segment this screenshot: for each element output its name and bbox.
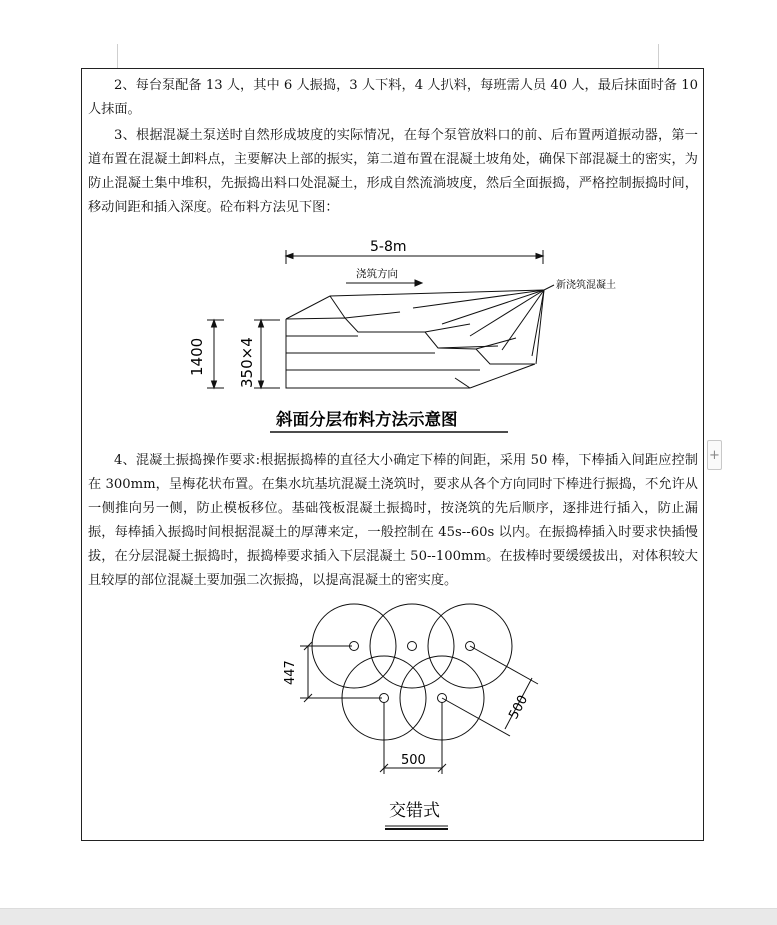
slope-layering-figure <box>180 228 616 438</box>
height-layers-label: 350×4 <box>238 337 256 388</box>
staggered-layout-figure <box>270 598 560 838</box>
paragraph-3: 3、根据混凝土泵送时自然形成坡度的实际情况，在每个泵管放料口的前、后布置两道振动器，第一道布置在混凝土卸料点，主要解决上部的振实，第二道布置在混凝土坡角处，确保下部混凝土的密实，为防止混凝土集中堆积，先振捣出料口处混凝土，形成自然流淌坡度，然后全面振捣，严格控制振捣时间，移动间距和插入深度。砼布料方法见下图： <box>88 128 698 215</box>
dim-vertical-label: 447 <box>283 660 298 685</box>
margin-guide-left <box>117 44 118 68</box>
paragraph-2: 2、每台泵配备 13 人，其中 6 人振捣，3 人下料，4 人扒料，每班需人员 40 人，最后抹面时备 10 人抹面。 <box>88 78 698 117</box>
height-total-label: 1400 <box>188 337 206 376</box>
dim-diagonal-label: 500 <box>506 692 532 722</box>
width-label: 5-8m <box>370 239 407 255</box>
bottom-bar <box>0 908 777 925</box>
new-concrete-label: 新浇筑混凝土 <box>556 280 616 291</box>
stagger-figure-caption: 交错式 <box>389 801 440 821</box>
dim-horizontal-label: 500 <box>401 753 426 768</box>
margin-guide-right <box>658 44 659 68</box>
add-row-button[interactable]: + <box>707 440 722 470</box>
direction-label: 浇筑方向 <box>356 268 398 280</box>
paragraph-4: 4、混凝土振捣操作要求:根据振捣棒的直径大小确定下棒的间距，采用 50 棒，下棒插入间距应控制在 300mm，呈梅花状布置。在集水坑基坑混凝土浇筑时，要求从各个方向同时下棒进行振捣，不允许从一侧推向另一侧，防止模板移位。基础筏板混凝土振捣时，按浇筑的先后顺序，逐排进行插入，防止漏振，每棒插入振捣时间根据混凝土的厚薄来定，一般控制在 45s--60s 以内。在振捣棒插入时要求快插慢拔，在分层混凝土振捣时，振捣棒要求插入下层混凝土 50--100mm。在拔棒时要缓缓拔出，对体积较大且较厚的部位混凝土要加强二次振捣，以提高混凝土的密实度。 <box>88 453 698 588</box>
slope-figure-caption: 斜面分层布料方法示意图 <box>276 410 458 429</box>
